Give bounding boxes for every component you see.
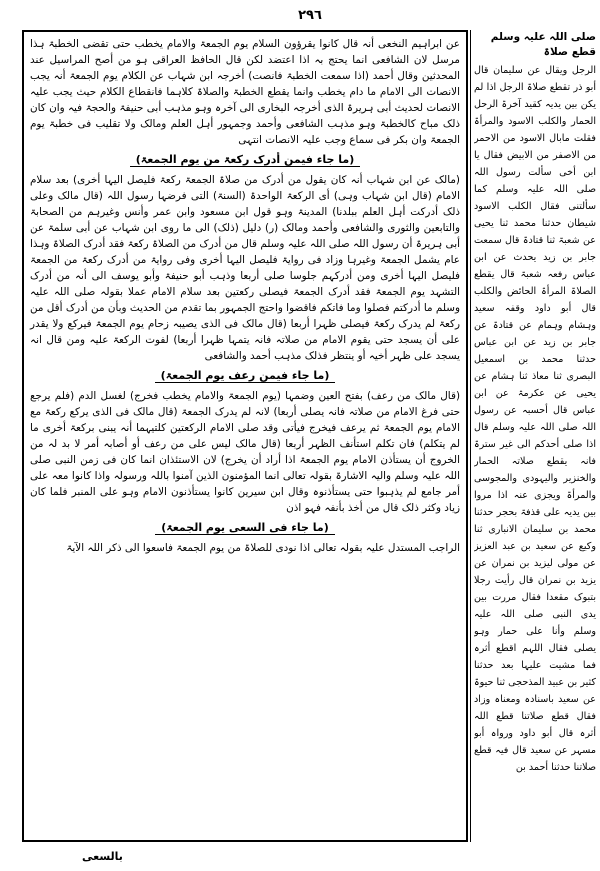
margin-commentary [474, 30, 596, 860]
column-divider [470, 30, 471, 842]
margin-heading: صلی اللہ علیہ وسلم قطع صلاۃ [490, 31, 596, 58]
section-heading-2-text: (ما جاء فیمن رعف یوم الجمعۃ) [155, 369, 336, 383]
closing-paragraph: الراجب المستدل علیہ بقولہ تعالی اذا نودی للصلاۃ من یوم الجمعۃ فاسعوا الی ذکر اللہ الآیۃ [66, 542, 460, 554]
section-heading-2 [30, 368, 460, 384]
section-heading-3 [30, 520, 460, 536]
section-heading-1 [30, 152, 460, 168]
section-1-body: (مالک عن ابن شہاب أنہ کان یقول من أدرک من صلاۃ الجمعۃ رکعۃ فلیصل الیہا أخری) بعد سلام الامام (قال ابن شہاب وہی) أی الرکعۃ الواحدۃ (السنۃ) التی فرضہا رسول اللہ (قال مالک وعلی ذلک أدرکت أہل العلم ببلدنا) المدینۃ وہو قول ابن مسعود وابن عمر وأنس وغیرہم من الصحابۃ والتابعین والثوری والشافعی وأحمد ومالک (ر) دلیل (ذلک) الی ما روی ابن شہاب عن أبی سلمۃ عن أبی ہریرۃ أن رسول اللہ صلی اللہ علیہ وسلم قال من أدرک من الصلاۃ رکعۃ فقد أدرک الصلاۃ وہذا عام یشمل الجمعۃ وغیرہا وزاد فی روایۃ فلیصل الیہا أخری وفی روایۃ من أدرک رکعۃ من الجمعۃ فلیصل الیہا أخری ومن أدرکہم جلوسا صلی أربعا وذہب أبو حنیفۃ وأبو یوسف الی أنہ من أدرک التشہد یوم الجمعۃ فقد أدرک الجمعۃ فیصلی رکعتین بعد سلام الامام عملا بقولہ صلی اللہ علیہ وسلم ما أدرکتم فصلوا وما فاتکم فاقضوا واحتج الجمہور بما تقدم من الحدیث وبأن من أدرک أقل من رکعۃ لم یدرک رکعۃ فیصلی ظہرا أربعا (قال مالک فی الذی یصیبہ زحام یوم الجمعۃ فیرکع ولا یقدر علی أن یسجد حتی یقوم الامام من صلاتہ فانہ یتمہا ظہرا أربعا) لفوت الرکعۃ علیہ ومن قال انہ یسجد علی ظہر أخیہ أو ینتظر فذلک مذہب أحمد والشافعی [30, 174, 460, 362]
margin-text: الرجل ویقال عن سلیمان قال أبو ذر تقطع صلاۃ الرجل اذا لم یکن بین یدیہ کقید آخرۃ الرحل الحمار والکلب الاسود والمرأۃ فقلت مابال الاسود من الاحمر من الاصفر من الابیض فقال یا ابن أخی سألت رسول اللہ صلی اللہ علیہ وسلم کما سألتنی فقال الکلب الاسود شیطان حدثنا محمد ثنا یحیی عن شعبۃ ثنا قتادۃ قال سمعت جابر بن زید یحدث عن ابن عباس رفعہ شعبۃ قال یقطع الصلاۃ المرأۃ الحائض والکلب قال أبو داود وقفہ سعید وہشام وہمام عن قتادۃ عن جابر بن زید عن ابن عباس حدثنا محمد بن اسمعیل البصری ثنا معاذ ثنا ہشام عن یحیی عن عکرمۃ عن ابن عباس قال أحسبہ عن رسول اللہ صلی اللہ علیہ وسلم قال اذا صلی أحدکم الی غیر سترۃ فانہ یقطع صلاتہ الحمار والخنزیر والیہودی والمجوسی والمرأۃ ویجزی عنہ اذا مروا بین یدیہ علی قذفۃ بحجر حدثنا محمد بن سلیمان الانباری ثنا وکیع عن سعید بن عبد العزیز عن مولی لیزید بن نمران عن یزید بن نمران قال رأیت رجلا بتبوک مقعدا فقال مررت بین یدی النبی صلی اللہ علیہ وسلم وأنا علی حمار وہو یصلی فقال اللہم اقطع أثرہ فما مشیت علیہا بعد حدثنا کثیر بن عبید المذحجی ثنا حیوۃ عن سعید باسنادہ ومعناہ وزاد فقال قطع صلاتنا قطع اللہ أثرہ قال أبو داود ورواہ أبو مسہر عن سعید قال فیہ قطع صلاتنا حدثنا أحمد بن [474, 65, 596, 773]
catchword: بالسعی [82, 850, 123, 863]
page-number: ٢٩٦ [298, 8, 322, 23]
section-heading-1-text: (ما جاء فیمن أدرک رکعۃ من یوم الجمعۃ) [130, 153, 361, 167]
section-2-body: (قال مالک من رعف) بفتح العین وضمہا (یوم الجمعۃ والامام یخطب فخرج) لغسل الدم (فلم یرجع حتی فرغ الامام من صلاتہ فانہ یصلی أربعا) لانہ لم یدرک الجمعۃ (قال مالک فی الذی یرکع رکعۃ مع الامام یوم الجمعۃ ثم یرعف فیخرج فیأتی وقد صلی الامام الرکعتین کلتیہما أنہ یبنی برکعۃ أخری ما لم یتکلم) فان تکلم استأنف الظہر أربعا (قال مالک لیس علی من رعف أو أصابہ أمر لا بد لہ من الخروج أن یستأذن الامام یوم الجمعۃ اذا أراد أن یخرج) لان الاستئذان انما کان فی زمن النبی صلی اللہ علیہ وسلم والیہ الاشارۃ بقولہ تعالی انما المؤمنون الذین آمنوا باللہ ورسولہ واذا کانوا معہ علی أمر جامع لم یذہبوا حتی یستأذنوہ وقال ابن سیرین کانوا یستأذنون الامام وہو علی المنبر فلما کان زیاد وکثر ذلک قال من أخذ بأنفہ فہو اذن [30, 390, 460, 514]
opening-paragraph: عن ابراہیم النخعی أنہ قال کانوا یقرؤون السلام یوم الجمعۃ والامام یخطب حتی تقضی الخطبۃ ہذا مرسل لان الشافعی انما یحتج بہ اذا اعتضد لکن قال الحافظ العراقی ہو من أصح المراسیل عند المحدثین وقال أحمد (اذا سمعت الخطبۃ فانصت) أخرجہ ابن شہاب عن الکلام یوم الجمعۃ أنہ یجب الانصات الی الامام ما دام یخطب وانما یقطع الخطبۃ والصلاۃ کلاہما فانقطاع الکلام حیث یجب علیہ الانصات لحدیث أبی ہریرۃ الذی أخرجہ البخاری الی آخرہ وہو مذہب أبی حنیفۃ والحجۃ فیہ وان کان ذلک مباح کالخطبۃ وہو مذہب الشافعی وأحمد وجمہور أہل العلم ومالک ولا تقلیب فی خطبۃ یوم الجمعۃ وان بکر فی سماع وجب علیہ الانصات انتہی [30, 38, 460, 146]
section-heading-3-text: (ما جاء فی السعی یوم الجمعۃ) [155, 521, 335, 535]
main-text-frame [22, 30, 468, 842]
